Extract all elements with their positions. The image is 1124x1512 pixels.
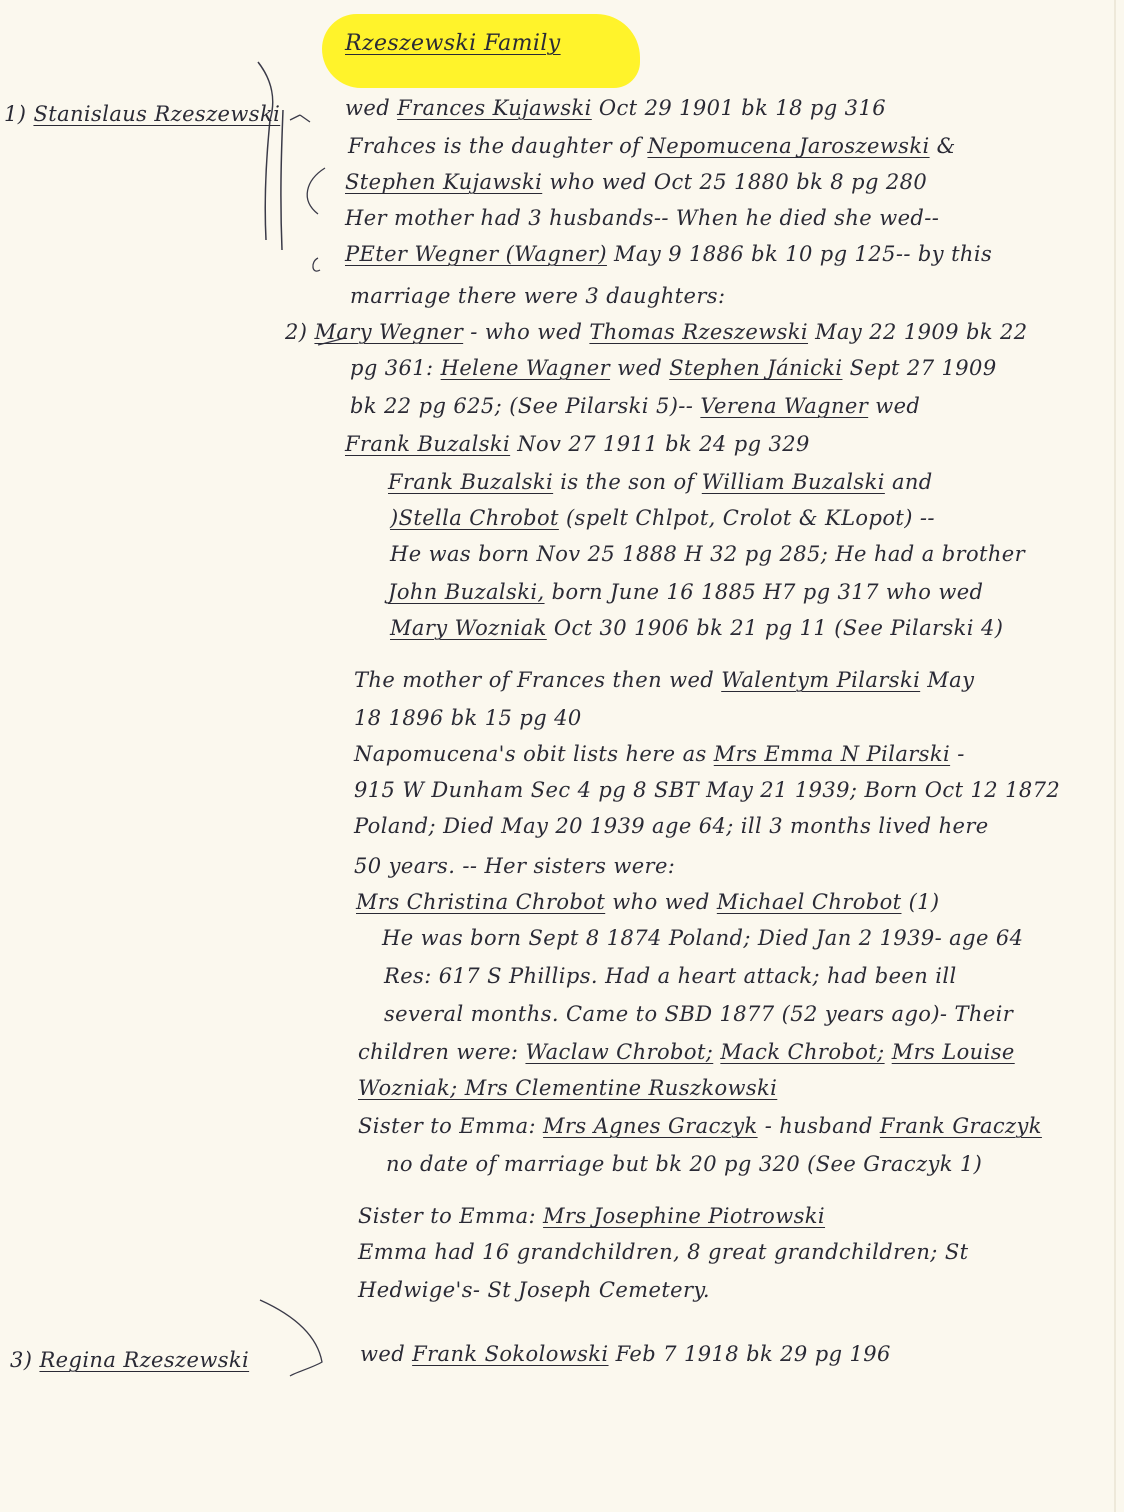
text: wed xyxy=(345,96,391,120)
person-name: Mary Wegner xyxy=(314,320,464,344)
line-2 xyxy=(348,132,956,160)
person-name: William Buzalski xyxy=(701,470,885,494)
line-7 xyxy=(285,318,1028,346)
line-9 xyxy=(350,392,920,420)
line-32: Hedwige's- St Joseph Cemetery. xyxy=(358,1278,710,1302)
text: born June 16 1885 H7 pg 317 who wed xyxy=(551,580,984,604)
line-4: Her mother had 3 husbands-- When he died she wed-- xyxy=(345,206,940,230)
text: Frahces is the daughter of xyxy=(348,134,641,158)
person-name: Mrs Josephine Piotrowski xyxy=(543,1204,826,1228)
line-20: Poland; Died May 20 1939 age 64; ill 3 months lived here xyxy=(354,814,989,838)
person-name: Mary Wozniak xyxy=(390,616,547,640)
person-name: Waclaw Chrobot; xyxy=(525,1040,714,1064)
text: Sister to Emma: xyxy=(358,1114,536,1138)
line-25: several months. Came to SBD 1877 (52 years ago)- Their xyxy=(384,1002,1014,1026)
person-name: John Buzalski, xyxy=(388,580,545,604)
line-17: 18 1896 bk 15 pg 40 xyxy=(354,706,582,730)
text: Sept 27 1909 xyxy=(849,356,997,380)
person-name: Mrs Louise xyxy=(891,1040,1015,1064)
text: who wed Oct 25 1880 bk 8 pg 280 xyxy=(549,170,928,194)
line-21: 50 years. -- Her sisters were: xyxy=(354,854,676,878)
person-name: PEter Wegner (Wagner) xyxy=(345,242,607,266)
line-30 xyxy=(358,1202,825,1230)
text: May 9 1886 bk 10 pg 125-- by this xyxy=(614,242,993,266)
line-27 xyxy=(358,1074,777,1102)
person-name: )Stella Chrobot xyxy=(390,506,559,530)
text: The mother of Frances then wed xyxy=(354,668,715,692)
person-name: Verena Wagner xyxy=(700,394,869,418)
text: wed xyxy=(360,1342,406,1366)
text: and xyxy=(891,470,933,494)
text: May xyxy=(927,668,975,692)
text: (1) xyxy=(908,890,940,914)
person-name: Michael Chrobot xyxy=(716,890,902,914)
line-18 xyxy=(354,740,965,768)
text: Oct 30 1906 bk 21 pg 11 (See Pilarski 4) xyxy=(553,616,1004,640)
text: - xyxy=(957,742,965,766)
person-name: Stephen Kujawski xyxy=(345,170,543,194)
text: & xyxy=(936,134,956,158)
line-12 xyxy=(390,504,935,532)
person-name: Regina Rzeszewski xyxy=(39,1348,250,1372)
text: (spelt Chlpot, Crolot & KLopot) -- xyxy=(565,506,935,530)
line-28 xyxy=(358,1112,1042,1140)
person-name: Frank Buzalski xyxy=(388,470,554,494)
line-8 xyxy=(350,354,997,382)
entry-3 xyxy=(10,1346,249,1374)
text: who wed xyxy=(612,890,710,914)
person-name: Mrs Agnes Graczyk xyxy=(543,1114,758,1138)
line-29: no date of marriage but bk 20 pg 320 (See Graczyk 1) xyxy=(386,1152,983,1176)
text: Oct 29 1901 bk 18 pg 316 xyxy=(598,96,886,120)
line-16 xyxy=(354,666,974,694)
person-name: Frank Sokolowski xyxy=(412,1342,609,1366)
person-name: Helene Wagner xyxy=(440,356,611,380)
line-24: Res: 617 S Phillips. Had a heart attack; had been ill xyxy=(384,964,957,988)
line-23: He was born Sept 8 1874 Poland; Died Jan 2 1939- age 64 xyxy=(382,926,1024,950)
line-31: Emma had 16 grandchildren, 8 great grandchildren; St xyxy=(358,1240,969,1264)
person-name: Stephen Jánicki xyxy=(669,356,843,380)
text: wed xyxy=(617,356,663,380)
entry-number: 1) xyxy=(4,102,27,126)
text: pg 361: xyxy=(350,356,434,380)
line-26 xyxy=(358,1038,1015,1066)
person-name: Mrs Christina Chrobot xyxy=(356,890,606,914)
text: - who wed xyxy=(470,320,583,344)
text: bk 22 pg 625; (See Pilarski 5)-- xyxy=(350,394,694,418)
line-5 xyxy=(345,240,992,268)
person-name: Walentym Pilarski xyxy=(721,668,921,692)
person-name: Nepomucena Jaroszewski xyxy=(647,134,930,158)
text: Nov 27 1911 bk 24 pg 329 xyxy=(517,432,810,456)
page-title: Rzeszewski Family xyxy=(345,31,561,56)
text: Feb 7 1918 bk 29 pg 196 xyxy=(615,1342,891,1366)
line-11 xyxy=(388,468,933,496)
line-6: marriage there were 3 daughters: xyxy=(350,284,726,308)
line-15 xyxy=(390,614,1003,642)
line-3 xyxy=(345,168,927,196)
entry-1 xyxy=(4,100,280,128)
line-14 xyxy=(388,578,983,606)
entry-number: 2) xyxy=(285,320,308,344)
line-19: 915 W Dunham Sec 4 pg 8 SBT May 21 1939; Born Oct 12 1872 xyxy=(354,778,1061,802)
text: - husband xyxy=(764,1114,873,1138)
line-22 xyxy=(356,888,940,916)
person-name: Frank Graczyk xyxy=(879,1114,1042,1138)
text: May 22 1909 bk 22 xyxy=(815,320,1028,344)
text: Sister to Emma: xyxy=(358,1204,536,1228)
person-name: Frank Buzalski xyxy=(345,432,511,456)
text: Napomucena's obit lists here as xyxy=(354,742,707,766)
person-name: Mrs Emma N Pilarski xyxy=(713,742,951,766)
person-name: Thomas Rzeszewski xyxy=(589,320,809,344)
spouse-name: Frances Kujawski xyxy=(397,96,592,120)
text: children were: xyxy=(358,1040,519,1064)
line-1 xyxy=(345,94,886,122)
person-name: Stanislaus Rzeszewski xyxy=(33,102,281,126)
line-13: He was born Nov 25 1888 H 32 pg 285; He had a brother xyxy=(390,542,1026,566)
text: is the son of xyxy=(560,470,695,494)
line-33 xyxy=(360,1340,891,1368)
entry-number: 3) xyxy=(10,1348,33,1372)
person-name: Wozniak; Mrs Clementine Ruszkowski xyxy=(358,1076,778,1100)
line-10 xyxy=(345,430,810,458)
text: wed xyxy=(875,394,921,418)
person-name: Mack Chrobot; xyxy=(720,1040,885,1064)
